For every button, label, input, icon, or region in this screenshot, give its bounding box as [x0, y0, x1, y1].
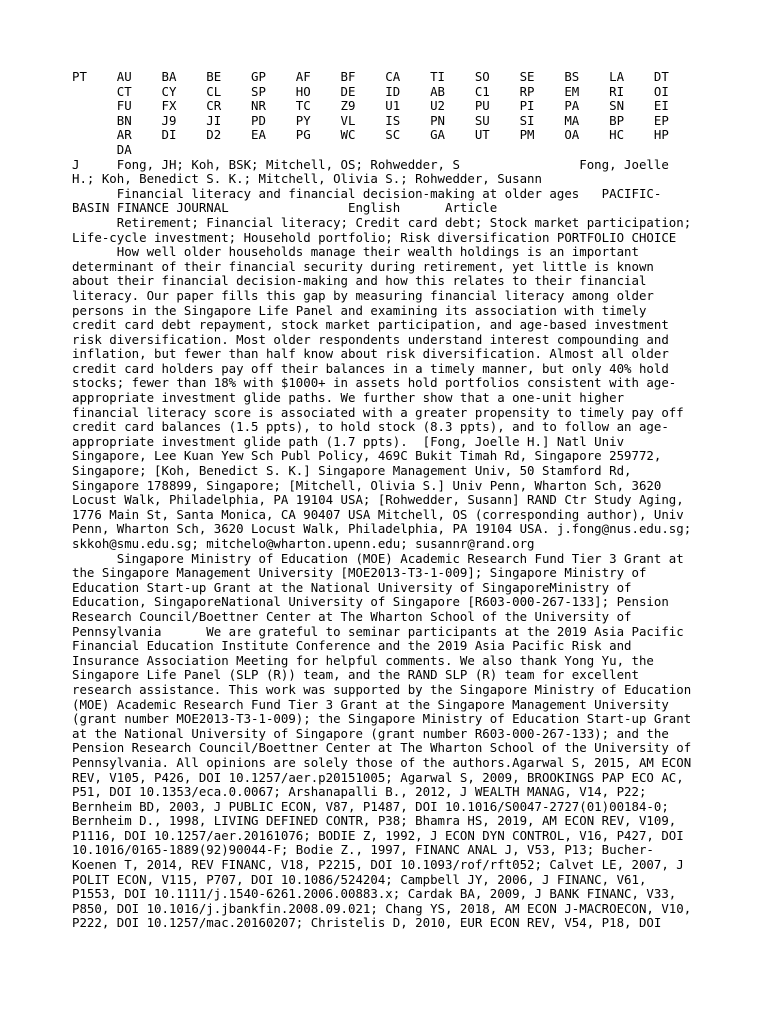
text-line: Penn, Wharton Sch, 3620 Locust Walk, Philadelphia, PA 19104 USA. j.fong@nus.edu.sg; — [72, 521, 692, 537]
text-line: inflation, but fewer than half know about risk diversification. Almost all older — [72, 346, 669, 362]
text-line: (grant number MOE2013-T3-1-009); the Singapore Ministry of Education Start-up Grant — [72, 711, 692, 727]
text-line: determinant of their financial security during retirement, yet little is known — [72, 258, 654, 274]
text-line: skkoh@smu.edu.sg; mitchelo@wharton.upenn.edu; susannr@rand.org — [72, 536, 535, 551]
text-line: Pennsylvania We are grateful to seminar participants at the 2019 Asia Pacific — [72, 623, 684, 639]
text-line: Singapore; [Koh, Benedict S. K.] Singapore Management Univ, 50 Stamford Rd, — [72, 463, 632, 479]
text-line: persons in the Singapore Life Panel and examining its association with timely — [72, 302, 647, 318]
text-line: credit card debt repayment, stock market participation, and age-based investment — [72, 317, 669, 333]
text-line: at the National University of Singapore (grant number R603-000-267-133); and the — [72, 725, 669, 741]
text-line: Education Start-up Grant at the National University of SingaporeMinistry of — [72, 579, 632, 595]
text-line: 10.1016/0165-1889(92)90044-F; Bodie Z., 1997, FINANC ANAL J, V53, P13; Bucher- — [72, 842, 654, 858]
text-line: REV, V105, P426, DOI 10.1257/aer.p20151005; Agarwal S, 2009, BROOKINGS PAP ECO AC, — [72, 769, 684, 785]
text-line: Bernheim BD, 2003, J PUBLIC ECON, V87, P1487, DOI 10.1016/S0047-2727(01)00184-0; — [72, 798, 669, 814]
text-line: P850, DOI 10.1016/j.jbankfin.2008.09.021; Chang YS, 2018, AM ECON J-MACROECON, V10, — [72, 900, 692, 916]
text-line: credit card balances (1.5 ppts), to hold stock (8.3 ppts), and to follow an age- — [72, 419, 669, 435]
text-line: Singapore, Lee Kuan Yew Sch Publ Policy, 469C Bukit Timah Rd, Singapore 259772, — [72, 448, 662, 464]
text-line: PT AU BA BE GP AF BF CA TI SO SE BS LA DT — [72, 69, 669, 84]
text-line: AR DI D2 EA PG WC SC GA UT PM OA HC HP — [72, 127, 669, 143]
text-line: J Fong, JH; Koh, BSK; Mitchell, OS; Rohwedder, S Fong, Joelle — [72, 156, 669, 172]
text-line: appropriate investment glide paths. We further show that a one-unit higher — [72, 390, 625, 406]
text-line: (MOE) Academic Research Fund Tier 3 Grant at the Singapore Management University — [72, 696, 669, 712]
text-line: P1116, DOI 10.1257/aer.20161076; BODIE Z, 1992, J ECON DYN CONTROL, V16, P427, DOI — [72, 827, 684, 843]
text-line: literacy. Our paper fills this gap by measuring financial literacy among older — [72, 287, 654, 303]
document-text — [72, 70, 702, 931]
text-line: Retirement; Financial literacy; Credit card debt; Stock market participation; — [72, 214, 692, 230]
text-line: CT CY CL SP HO DE ID AB C1 RP EM RI OI — [72, 83, 669, 99]
text-line: Singapore 178899, Singapore; [Mitchell, Olivia S.] Univ Penn, Wharton Sch, 3620 — [72, 477, 662, 493]
text-line: Pennsylvania. All opinions are solely those of the authors.Agarwal S, 2015, AM ECON — [72, 754, 692, 770]
text-line: POLIT ECON, V115, P707, DOI 10.1086/524204; Campbell JY, 2006, J FINANC, V61, — [72, 871, 647, 887]
text-line: risk diversification. Most older respondents understand interest compounding and — [72, 331, 669, 347]
text-line: P222, DOI 10.1257/mac.20160207; Christelis D, 2010, EUR ECON REV, V54, P18, DOI — [72, 915, 662, 931]
text-line: 1776 Main St, Santa Monica, CA 90407 USA Mitchell, OS (corresponding author), Univ — [72, 506, 684, 522]
text-line: Singapore Ministry of Education (MOE) Academic Research Fund Tier 3 Grant at — [72, 550, 684, 566]
text-line: Research Council/Boettner Center at The Wharton School of the University of — [72, 608, 632, 624]
text-line: the Singapore Management University [MOE2013-T3-1-009]; Singapore Ministry of — [72, 565, 647, 581]
text-line: Financial Education Institute Conference and the 2019 Asia Pacific Risk and — [72, 638, 632, 654]
text-line: research assistance. This work was supported by the Singapore Ministry of Education — [72, 681, 692, 697]
text-line: H.; Koh, Benedict S. K.; Mitchell, Olivia S.; Rohwedder, Susann — [72, 171, 542, 187]
text-line: appropriate investment glide path (1.7 ppts). [Fong, Joelle H.] Natl Univ — [72, 433, 625, 449]
text-line: Insurance Association Meeting for helpful comments. We also thank Yong Yu, the — [72, 652, 654, 668]
text-line: Bernheim D., 1998, LIVING DEFINED CONTR, P38; Bhamra HS, 2019, AM ECON REV, V109, — [72, 813, 677, 829]
text-line: Singapore Life Panel (SLP (R)) team, and the RAND SLP (R) team for excellent — [72, 667, 639, 683]
text-line: BASIN FINANCE JOURNAL English Article — [72, 200, 498, 216]
text-line: Financial literacy and financial decision-making at older ages PACIFIC- — [72, 185, 662, 201]
text-line: financial literacy score is associated with a greater propensity to timely pay off — [72, 404, 684, 420]
text-line: BN J9 JI PD PY VL IS PN SU SI MA BP EP — [72, 112, 669, 128]
text-line: stocks; fewer than 18% with $1000+ in assets hold portfolios consistent with age- — [72, 375, 677, 391]
text-line: about their financial decision-making and how this relates to their financial — [72, 273, 647, 289]
text-line: FU FX CR NR TC Z9 U1 U2 PU PI PA SN EI — [72, 98, 669, 114]
text-line: Pension Research Council/Boettner Center at The Wharton School of the University of — [72, 740, 692, 756]
text-line: P1553, DOI 10.1111/j.1540-6261.2006.00883.x; Cardak BA, 2009, J BANK FINANC, V33, — [72, 886, 677, 902]
text-line: How well older households manage their wealth holdings is an important — [72, 244, 639, 260]
text-line: Koenen T, 2014, REV FINANC, V18, P2215, DOI 10.1093/rof/rft052; Calvet LE, 2007, J — [72, 857, 684, 873]
text-line: credit card holders pay off their balances in a timely manner, but only 40% hold — [72, 360, 669, 376]
text-line: P51, DOI 10.1353/eca.0.0067; Arshanapalli B., 2012, J WEALTH MANAG, V14, P22; — [72, 784, 647, 800]
text-line: Life-cycle investment; Household portfolio; Risk diversification PORTFOLIO CHOICE — [72, 229, 677, 245]
text-line: Locust Walk, Philadelphia, PA 19104 USA; [Rohwedder, Susann] RAND Ctr Study Aging, — [72, 492, 684, 508]
text-line: DA — [72, 141, 132, 157]
text-line: Education, SingaporeNational University of Singapore [R603-000-267-133]; Pension — [72, 594, 669, 610]
